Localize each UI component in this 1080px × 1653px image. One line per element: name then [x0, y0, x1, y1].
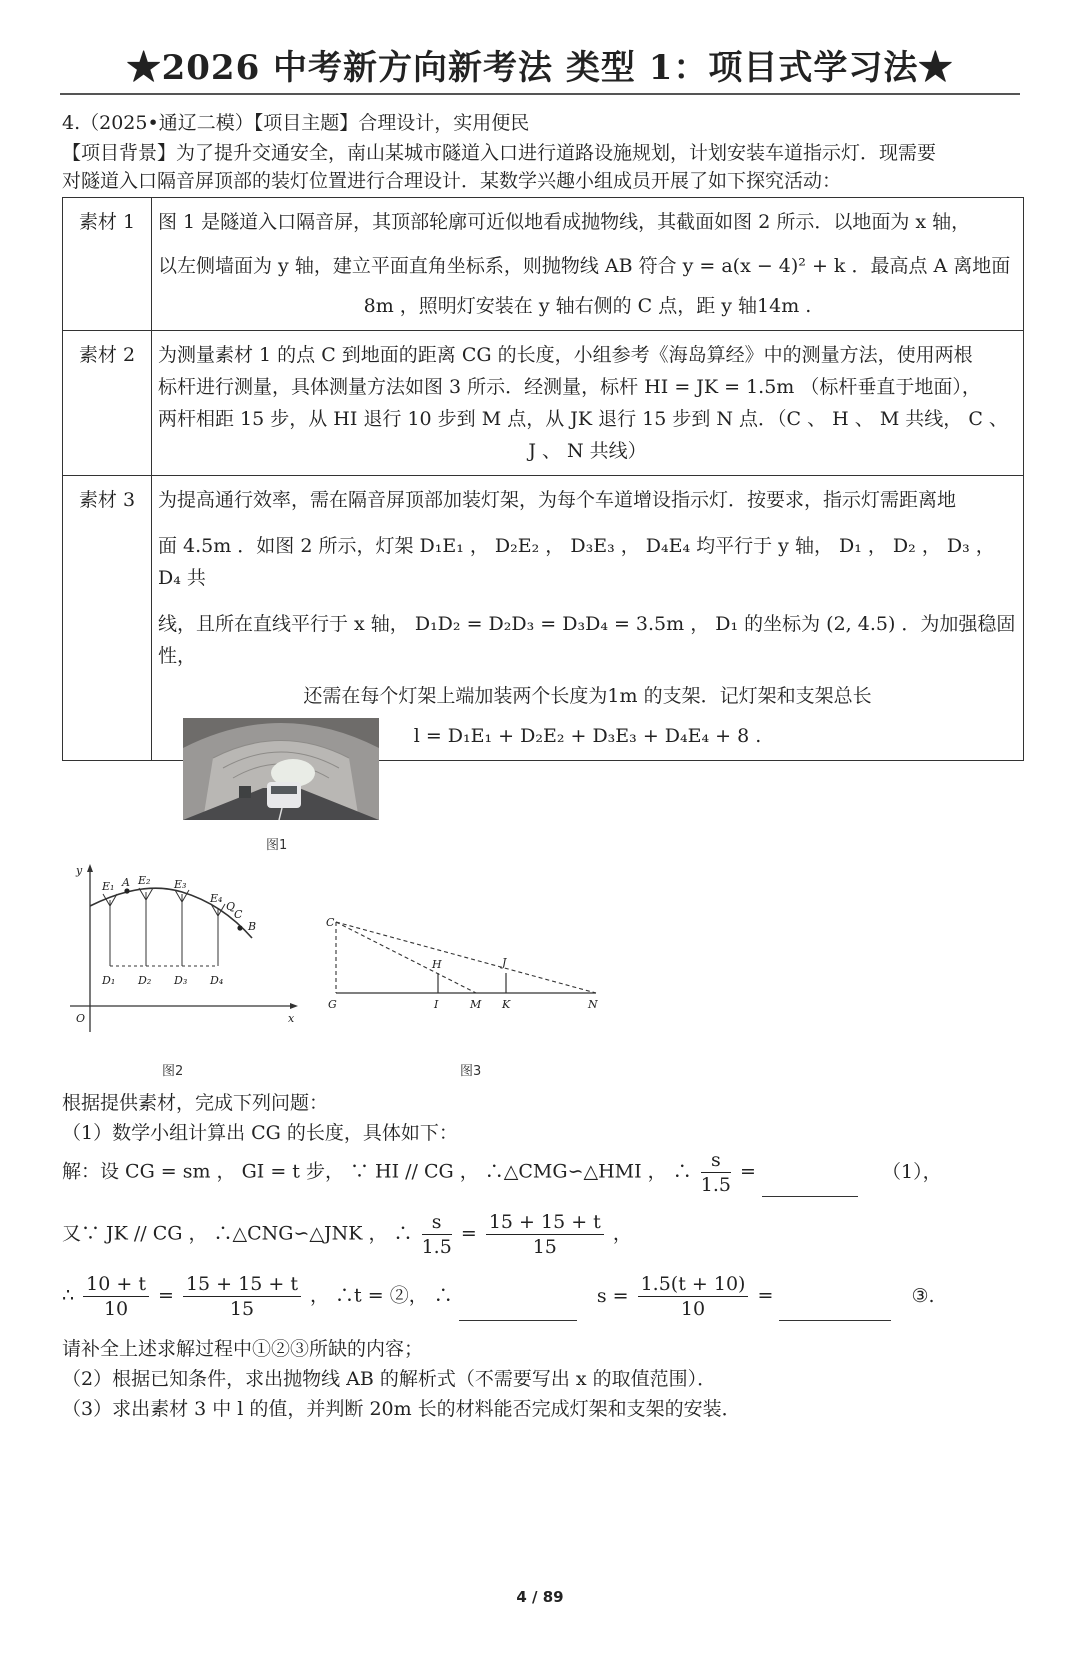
background-line-2: 对隧道入口隔音屏顶部的装灯位置进行合理设计．某数学兴趣小组成员开展了如下探究活动： — [62, 170, 842, 192]
fig3-label-c: C — [326, 916, 335, 929]
fig3-label-g: G — [328, 998, 337, 1011]
fraction-denominator: 10 — [103, 1298, 129, 1320]
fraction — [83, 1272, 149, 1321]
solution-text: ∴ — [62, 1284, 75, 1307]
measurement-diagram — [318, 900, 608, 1020]
material-line: J 、 N 共线） — [528, 440, 647, 462]
fig2-label-b: B — [248, 920, 257, 933]
fig2-label-e4: E₄ — [210, 892, 223, 905]
fill-prompt: 请补全上述求解过程中①②③所缺的内容； — [62, 1338, 424, 1360]
material-line: 面 4.5m ．如图 2 所示，灯架 D₁E₁ ， D₂E₂ ， D₃E₃ ， D₄E₄ 均平行于 y 轴， D₁ ， D₂ ， D₃ ， D₄ 共 — [158, 535, 995, 589]
fraction — [701, 1148, 731, 1197]
fig2-label-e2: E₂ — [138, 874, 151, 887]
question-2: （2）根据已知条件，求出抛物线 AB 的解析式（不需要写出 x 的取值范围）． — [62, 1368, 717, 1390]
solution-text: ， ∴t = ②， ∴ — [310, 1284, 453, 1307]
fig2-label-d1: D₁ — [102, 974, 116, 987]
material-line: 标杆进行测量，具体测量方法如图 3 所示．经测量，标杆 HI = JK = 1.5m （标杆垂直于地面）， — [158, 376, 981, 398]
material-row — [63, 198, 1024, 331]
solution-line-3: ∴ $\frac{10 + t}{10}$ = $\frac{15 + 15 + t}{15}$ ， ∴t = ②， ∴ s = $\frac{1.5(t + 10)}{10}$ = ③. — [62, 1273, 935, 1320]
answer-blank-2[interactable] — [459, 1320, 577, 1321]
fig2-label-o: O — [76, 1012, 86, 1025]
question-3: （3）求出素材 3 中 l 的值，并判断 20m 长的材料能否完成灯架和支架的安装． — [62, 1398, 741, 1420]
fraction-denominator: 15 — [229, 1298, 255, 1320]
fig2-label-e1: E₁ — [102, 880, 115, 893]
fig2-label-d4: D₄ — [210, 974, 224, 987]
fraction-numerator: s — [701, 1148, 731, 1173]
solution-text: 又∵ JK // CG ， ∴△CNG∽△JNK ， ∴ — [62, 1222, 413, 1245]
answer-blank-1[interactable] — [762, 1196, 858, 1197]
answer-blank-3[interactable] — [779, 1320, 891, 1321]
fraction-numerator: 15 + 15 + t — [486, 1210, 604, 1235]
page-number: 4 / 89 — [516, 1588, 564, 1606]
solution-line-1: 解：设 CG = sm ， GI = t 步， ∵ HI // CG ， ∴△CMG∽△HMI ， ∴ $\frac{s}{1.5}$ = （1）， — [62, 1149, 942, 1196]
fig3-label-j: J — [502, 956, 507, 969]
solution-line-2: 又∵ JK // CG ， ∴△CNG∽△JNK ， ∴ $\frac{s}{1.5}$ = $\frac{15 + 15 + t}{15}$ ， — [62, 1211, 632, 1258]
fig2-label-e3: E₃ — [174, 878, 187, 891]
fig3-label-h: H — [432, 958, 442, 971]
solution-text: s = — [596, 1284, 629, 1307]
fraction-denominator: 10 — [680, 1298, 706, 1320]
fraction-denominator: 1.5 — [421, 1236, 452, 1258]
fig3-label-i: I — [434, 998, 439, 1011]
title-divider — [60, 93, 1020, 95]
material-line: 为提高通行效率，需在隔音屏顶部加装灯架，为每个车道增设指示灯．按要求，指示灯需距离地 — [158, 489, 957, 511]
fig2-label-y: y — [76, 864, 83, 877]
material-body — [152, 331, 1024, 476]
figure3-caption: 图3 — [460, 1064, 482, 1079]
figure1-caption: 图1 — [266, 838, 288, 853]
blank-marker: ③. — [911, 1284, 935, 1307]
problem-header: 4.（2025•通辽二模）【项目主题】合理设计，实用便民 — [62, 112, 530, 134]
blank-marker: （1）， — [882, 1160, 942, 1183]
material-line: 8m ，照明灯安装在 y 轴右侧的 C 点，距 y 轴14m . — [363, 295, 812, 317]
figure2-caption: 图2 — [162, 1064, 184, 1079]
material-row — [63, 331, 1024, 476]
fraction-denominator: 15 — [532, 1236, 557, 1258]
materials-table — [62, 197, 1024, 761]
background-line-1: 【项目背景】为了提升交通安全，南山某城市隧道入口进行道路设施规划，计划安装车道指示灯．现需要 — [62, 142, 937, 164]
material-label: 素材 3 — [63, 476, 152, 761]
fraction — [422, 1210, 452, 1259]
material-line: 图 1 是隧道入口隔音屏，其顶部轮廓可近似地看成抛物线，其截面如图 2 所示．以地面为 x 轴， — [158, 211, 971, 233]
question-1-intro: （1）数学小组计算出 CG 的长度，具体如下： — [62, 1122, 458, 1144]
fig2-label-d2: D₂ — [138, 974, 152, 987]
fraction-numerator: 15 + 15 + t — [183, 1272, 301, 1297]
fig3-label-n: N — [588, 998, 598, 1011]
fraction-numerator: 1.5(t + 10) — [638, 1272, 749, 1297]
fig2-label-q: Q — [226, 900, 236, 913]
fraction — [638, 1272, 749, 1321]
material-line: 线，且所在直线平行于 x 轴， D₁D₂ = D₂D₃ = D₃D₄ = 3.5m ， D₁ 的坐标为 (2, 4.5) ．为加强稳固性， — [158, 613, 1016, 667]
material-body — [152, 198, 1024, 331]
parabola-diagram — [62, 862, 302, 1042]
fig2-label-d3: D₃ — [174, 974, 188, 987]
fig2-label-a: A — [122, 876, 130, 889]
questions-intro: 根据提供素材，完成下列问题： — [62, 1092, 329, 1114]
fraction-denominator: 1.5 — [700, 1174, 731, 1196]
material-line: 两杆相距 15 步，从 HI 退行 10 步到 M 点，从 JK 退行 15 步到 N 点．（C 、 H 、 M 共线， C 、 — [158, 408, 1008, 430]
solution-text: 解：设 CG = sm ， GI = t 步， ∵ HI // CG ， ∴△CMG∽△HMI ， ∴ — [62, 1160, 692, 1183]
material-line: l = D₁E₁ + D₂E₂ + D₃E₃ + D₄E₄ + 8 . — [413, 725, 762, 747]
material-label: 素材 2 — [63, 331, 152, 476]
page-title: ★2026 中考新方向新考法 类型 1：项目式学习法★ — [126, 48, 954, 88]
material-line: 还需在每个灯架上端加装两个长度为1m 的支架．记灯架和支架总长 — [303, 685, 872, 707]
fig3-label-k: K — [502, 998, 511, 1011]
fraction-numerator: s — [422, 1210, 452, 1235]
material-line: 为测量素材 1 的点 C 到地面的距离 CG 的长度，小组参考《海岛算经》中的测量方法，使用两根 — [158, 344, 973, 366]
fig3-label-m: M — [470, 998, 482, 1011]
material-line: 以左侧墙面为 y 轴，建立平面直角坐标系，则抛物线 AB 符合 y = a(x − 4)² + k ．最高点 A 离地面 — [158, 255, 1011, 277]
fraction — [486, 1210, 604, 1259]
fig2-label-x: x — [288, 1012, 295, 1025]
fraction — [183, 1272, 301, 1321]
fraction-numerator: 10 + t — [83, 1272, 149, 1297]
material-label: 素材 1 — [63, 198, 152, 331]
fig2-label-c: C — [234, 908, 243, 921]
tunnel-photo — [183, 718, 379, 820]
solution-text: ， — [612, 1222, 632, 1245]
